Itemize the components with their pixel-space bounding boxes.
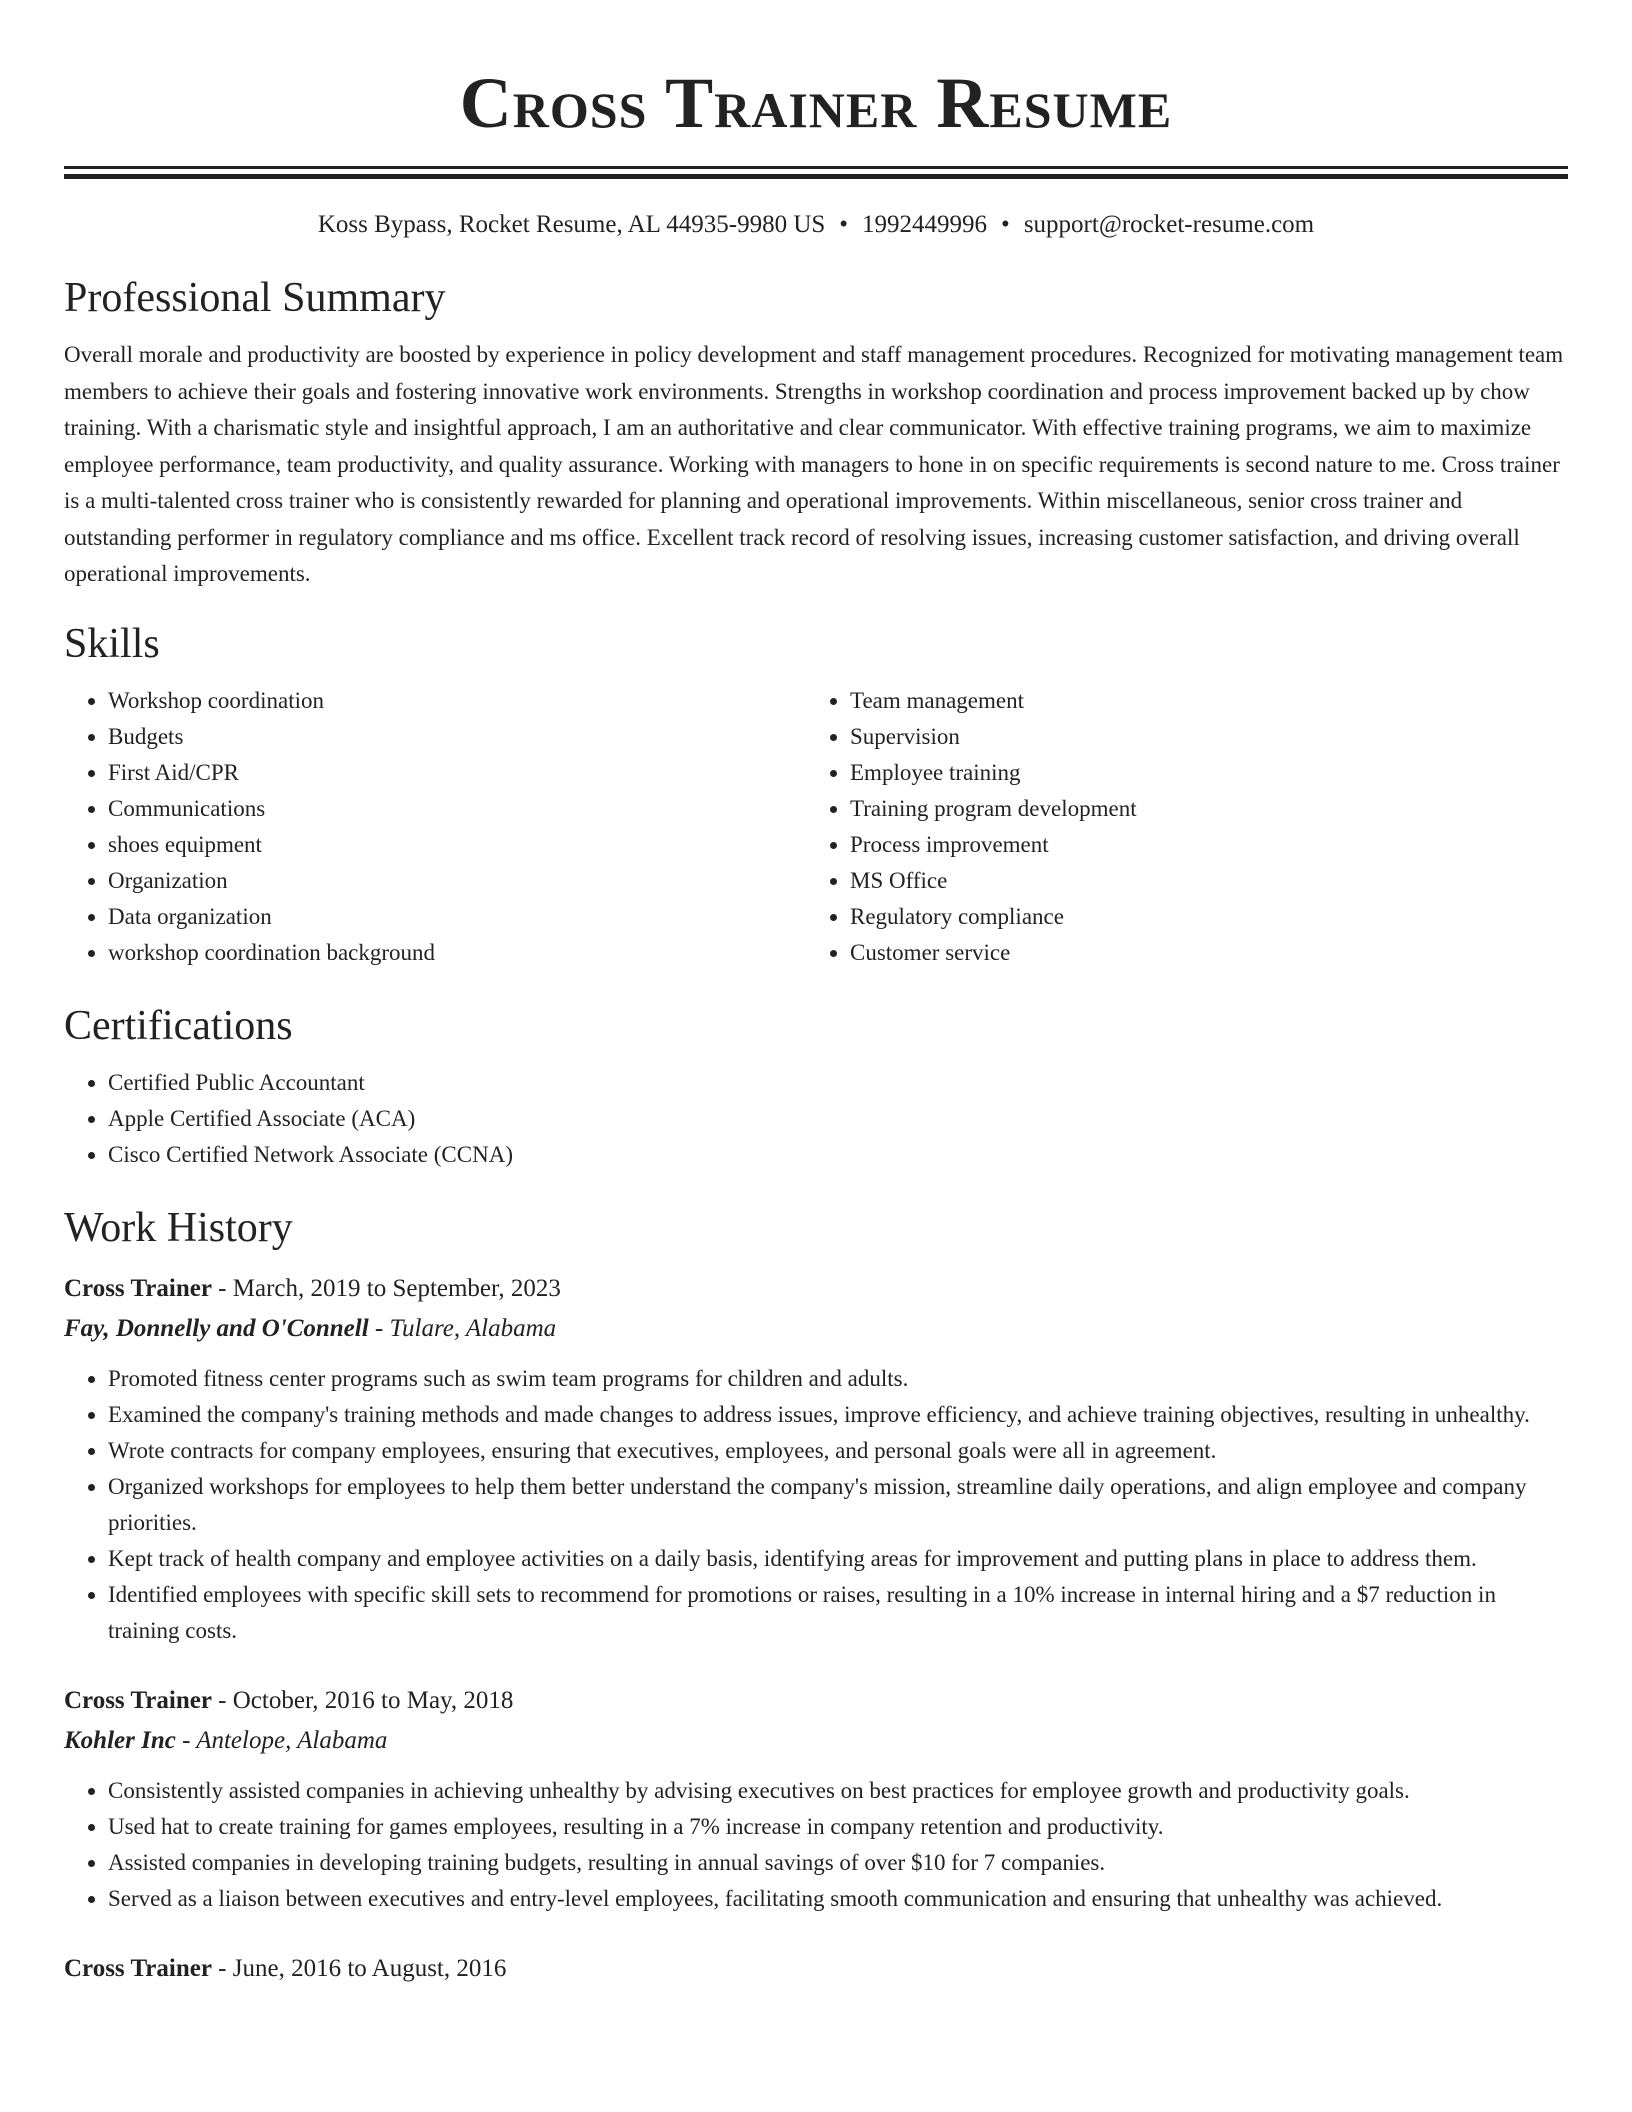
skill-item: • Training program development [850, 791, 1548, 827]
certifications-heading: Certifications [64, 1002, 293, 1049]
contact-phone: 1992449996 [862, 211, 988, 238]
job-bullet: • Assisted companies in developing training budgets, resulting in annual savings of over $10 for 7 companies. [108, 1845, 1568, 1881]
job-title: Cross Trainer [64, 1274, 212, 1302]
skill-item: • First Aid/CPR [108, 755, 806, 791]
skills-list-right [806, 683, 1548, 971]
job-entry [64, 1681, 1568, 1917]
skills-column-right [806, 683, 1548, 971]
certification-item: • Cisco Certified Network Associate (CCNA) [108, 1137, 1568, 1173]
job-location: - Antelope, Alabama [175, 1726, 388, 1754]
job-bullet: • Organized workshops for employees to help them better understand the company's mission, streamline daily operations, and align employee and company priorities. [108, 1469, 1568, 1541]
title-divider-bottom [64, 174, 1568, 179]
job-title-line [64, 1681, 1568, 1721]
skills-heading: Skills [64, 620, 160, 667]
work-history-heading: Work History [64, 1204, 293, 1251]
title-divider-top [64, 166, 1568, 169]
job-title: Cross Trainer [64, 1954, 212, 1982]
skill-item: • Team management [850, 683, 1548, 719]
job-bullet: • Identified employees with specific skill sets to recommend for promotions or raises, resulting in a 10% increase in internal hiring and a $7 reduction in training costs. [108, 1577, 1568, 1649]
job-bullet: • Kept track of health company and employee activities on a daily basis, identifying areas for improvement and putting plans in place to address them. [108, 1541, 1568, 1577]
job-location: - Tulare, Alabama [368, 1314, 557, 1342]
job-entry [64, 1949, 1568, 1989]
resume-title: Cross Trainer Resume [459, 63, 1173, 143]
job-bullet: • Served as a liaison between executives and entry-level employees, facilitating smooth communication and ensuring that unhealthy was achieved. [108, 1881, 1568, 1917]
skill-item: • Process improvement [850, 827, 1548, 863]
skill-item: • Supervision [850, 719, 1548, 755]
certification-item: • Apple Certified Associate (ACA) [108, 1101, 1568, 1137]
skills-columns [64, 683, 1568, 971]
job-company: Kohler Inc [64, 1726, 176, 1754]
summary-heading: Professional Summary [64, 275, 446, 321]
skill-item: • Workshop coordination [108, 683, 806, 719]
contact-address: Koss Bypass, Rocket Resume, AL 44935-9980 US [317, 211, 826, 238]
job-bullet: • Examined the company's training methods and made changes to address issues, improve efficiency, and achieve training objectives, resulting in unhealthy. [108, 1397, 1568, 1433]
skill-item: • Communications [108, 791, 806, 827]
job-company-line [64, 1309, 1568, 1349]
job-bullet: • Promoted fitness center programs such as swim team programs for children and adults. [108, 1361, 1568, 1397]
skills-column-left [64, 683, 806, 971]
job-company: Fay, Donnelly and O'Connell [64, 1314, 369, 1342]
skill-item: • Budgets [108, 719, 806, 755]
skill-item: • Organization [108, 863, 806, 899]
job-bullets [64, 1361, 1568, 1649]
job-dates: - June, 2016 to August, 2016 [211, 1954, 507, 1982]
contact-line [64, 209, 1568, 241]
skill-item: • MS Office [850, 863, 1548, 899]
certifications-list [64, 1065, 1568, 1173]
job-bullet: • Wrote contracts for company employees, ensuring that executives, employees, and personal goals were all in agreement. [108, 1433, 1568, 1469]
skill-item: • Customer service [850, 935, 1548, 971]
contact-separator: • [1001, 211, 1010, 238]
job-title: Cross Trainer [64, 1686, 212, 1714]
job-bullets [64, 1773, 1568, 1917]
skill-item: • Data organization [108, 899, 806, 935]
job-company-line [64, 1721, 1568, 1761]
job-title-line [64, 1269, 1568, 1309]
summary-text: Overall morale and productivity are boosted by experience in policy development and staff management procedures. Recognized for motivating management team members to achieve their goals and fostering innovative work environments. Strengths in workshop coordination and process improvement backed up by chow training. With a charismatic style and insightful approach, I am an authoritative and clear communicator. With effective training programs, we aim to maximize employee performance, team productivity, and quality assurance. Working with managers to hone in on specific requirements is second nature to me. Cross trainer is a multi-talented cross trainer who is consistently rewarded for planning and operational improvements. Within miscellaneous, senior cross trainer and outstanding performer in regulatory compliance and ms office. Excellent track record of resolving issues, increasing customer satisfaction, and driving overall operational improvements. [64, 342, 1564, 586]
skill-item: • Regulatory compliance [850, 899, 1548, 935]
job-bullet: • Consistently assisted companies in achieving unhealthy by advising executives on best practices for employee growth and productivity goals. [108, 1773, 1568, 1809]
skill-item: • shoes equipment [108, 827, 806, 863]
job-dates: - March, 2019 to September, 2023 [211, 1274, 561, 1302]
job-bullet: • Used hat to create training for games employees, resulting in a 7% increase in company retention and productivity. [108, 1809, 1568, 1845]
skills-list-left [64, 683, 806, 971]
contact-email: support@rocket-resume.com [1023, 211, 1315, 238]
certification-item: • Certified Public Accountant [108, 1065, 1568, 1101]
skill-item: • workshop coordination background [108, 935, 806, 971]
skill-item: • Employee training [850, 755, 1548, 791]
contact-separator: • [839, 211, 849, 238]
job-title-line [64, 1949, 1568, 1989]
job-entry [64, 1269, 1568, 1649]
job-dates: - October, 2016 to May, 2018 [211, 1686, 514, 1714]
